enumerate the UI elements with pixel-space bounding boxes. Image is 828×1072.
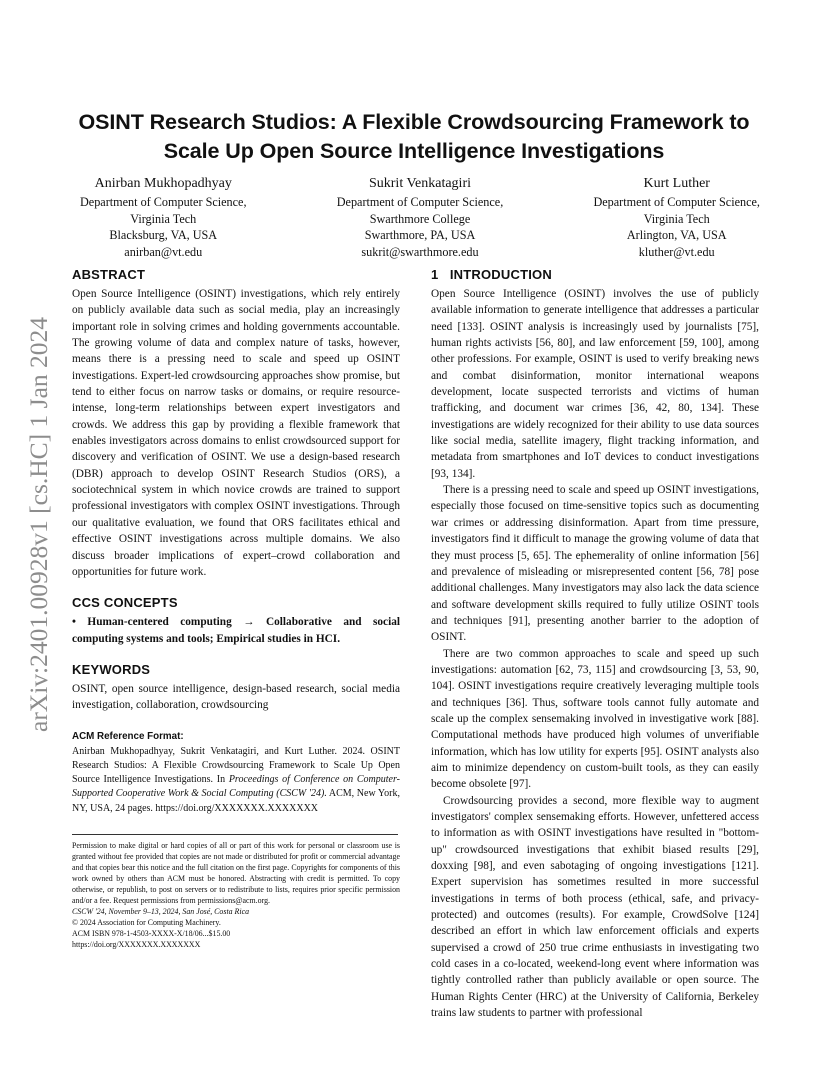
- abstract-text: Open Source Intelligence (OSINT) investigations, which rely entirely on publicly available data such as social media, play an increasingly important role in solving crimes and holding governments accountable. The growing volume of data and complex nature of tasks, however, means there is a pressing need to scale and speed up OSINT investigations. Expert-led crowdsourcing approaches show promise, but tend to either focus on narrow tasks or domains, or require resource-intense, long-term relationships between expert investigators and crowds. We address this gap by providing a flexible framework that enables investigators across domains to enlist crowdsourced support for discovery and verification of OSINT. We use a design-based research (DBR) approach to develop OSINT Research Studios (ORS), a sociotechnical system in which novice crowds are trained to support professional investigators with complex OSINT investigations. Through our qualitative evaluation, we found that ORS facilitates ethical and effective OSINT investigations across multiple domains. We also discuss broader implications of expert–crowd collaboration and opportunities for future work.: [72, 288, 400, 578]
- permission-block: [72, 840, 400, 950]
- author-email: anirban@vt.edu: [124, 244, 203, 259]
- author-3: [593, 175, 760, 260]
- ccs-text: • Human-centered computing → Collaborative and social computing systems and tools; Empirical studies in HCI.: [72, 616, 400, 645]
- intro-paragraph: There is a pressing need to scale and speed up OSINT investigations, especially those focused on time-sensitive topics such as documenting war crimes or addressing disinformation. Apart from time pressure, investigators find it difficult to manage the growing volume of data that they must process [5, 65]. The ephemerality of online information [56] and prevalence of misleading or misrepresented content [56, 78] pose additional challenges. Many investigators may also lack the data science and software development skills required to fully utilize OSINT tools and techniques [91], presenting another barrier to the adoption of OSINT.: [431, 484, 759, 644]
- conference-info: [72, 906, 400, 917]
- ccs-heading: CCS CONCEPTS: [72, 595, 178, 611]
- intro-paragraph: Crowdsourcing provides a second, more flexible way to augment investigators' complex sensemaking efforts. However, unfettered access to information as with OSINT investigations have resulted in "bottom-up" crowdsourced investigations that exhibit biased results [29], doxxing [98], and even sabotaging of ongoing investigations [121]. Expert supervision has sometimes resulted in more successful investigations in terms of both process (ethical, safe, and privacy-protected) and outcomes (results). For example, CrowdSolve [124] described an effort in which law enforcement officials and experts supervised a crowd of 250 true crime enthusiasts in investigating two cold cases in a co-located, weekend-long event where information was tightly controlled rather than publicly available or open source. The Human Rights Center (HRC) at the University of California, Berkeley trains law students to partner with professional: [431, 794, 759, 1020]
- intro-heading: 1 INTRODUCTION: [431, 267, 552, 282]
- author-dept: Department of Computer Science,: [593, 195, 760, 209]
- author-1: [80, 175, 247, 260]
- conference-name: CSCW '24, November 9–13, 2024, San José, Costa Rica: [72, 907, 250, 916]
- arxiv-stamp: [22, 296, 56, 732]
- left-column: [72, 266, 400, 816]
- paper-title: OSINT Research Studios: A Flexible Crowdsourcing Framework to Scale Up Open Source Intelligence Investigations: [78, 110, 750, 163]
- permission-text: Permission to make digital or hard copies of all or part of this work for personal or classroom use is granted without fee provided that copies are not made or distributed for profit or commercial advantage and that copies bear this notice and the full citation on the first page. Copyrights for components of this work owned by others than ACM must be honored. Abstracting with credit is permitted. To copy otherwise, or republish, to post on servers or to redistribute to lists, requires prior specific permission and/or a fee. Request permissions from permissions@acm.org.: [72, 841, 400, 905]
- doi-line: https://doi.org/XXXXXXX.XXXXXXX: [72, 940, 201, 949]
- author-2: [337, 175, 504, 260]
- author-name: Sukrit Venkatagiri: [368, 176, 471, 191]
- author-location: Swarthmore, PA, USA: [364, 228, 476, 243]
- acm-reference-authors: Anirban Mukhopadhyay, Sukrit Venkatagiri, and Kurt Luther. 2024. OSINT Research Studios: A Flexible Crowdsourcing Framework to Scale Up Open Source Intelligence Investigations. In: [72, 745, 400, 786]
- author-institution: Virginia Tech: [643, 211, 710, 226]
- intro-paragraph: There are two common approaches to scale and speed up such investigations: automation [62, 73, 115] and crowdsourcing [3, 53, 90, 104]. OSINT investigations require creatively leveraging multiple tools and techniques [36]. Thus, software tools cannot fully automate and scale up the complex sensemaking involved in investigative work [88]. Computational methods have produced high volumes of unverifiable information, which has low utility for experts [95]. OSINT analysts also aim to minimize dependency on custom-built tools, as they can easily become obsolete [97].: [431, 647, 759, 791]
- author-institution: Virginia Tech: [130, 211, 197, 226]
- author-dept: Department of Computer Science,: [336, 195, 504, 209]
- arxiv-stamp-text: arXiv:2401.00928v1 [cs.HC] 1 Jan 2024: [24, 316, 53, 732]
- author-email: kluther@vt.edu: [638, 244, 715, 259]
- author-dept: Department of Computer Science,: [80, 195, 247, 209]
- abstract-heading: ABSTRACT: [72, 267, 146, 282]
- acm-reference-venue: Proceedings of Conference on Computer-Supported Cooperative Work & Social Computing (CSCW '24).: [72, 774, 400, 800]
- acm-reference: [72, 730, 400, 816]
- author-location: Blacksburg, VA, USA: [109, 228, 218, 243]
- acm-reference-text: [72, 745, 400, 816]
- acm-reference-heading: ACM Reference Format:: [72, 730, 184, 742]
- author-name: Kurt Luther: [643, 176, 710, 191]
- intro-paragraph: Open Source Intelligence (OSINT) involves the use of publicly available information to generate intelligence that addresses a particular need [133]. OSINT analysis is increasingly used by journalists [75], human rights activists [56, 80], and law enforcement [59, 100], among other professions. For example, OSINT is used to verify breaking news and combat disinformation, monitor international weapons development, locate suspected terrorists and victims of human trafficking, and document war crimes [36, 42, 80, 134]. These investigations are widely recognized for their ability to use data sources like social media, satellite imagery, flight tracking information, and metadata from smartphones and IoT devices to conduct investigations [93, 134].: [431, 288, 759, 480]
- author-name: Anirban Mukhopadhyay: [94, 176, 232, 191]
- footnote-rule: [72, 834, 398, 835]
- right-column: [431, 266, 759, 1021]
- author-email: sukrit@swarthmore.edu: [361, 244, 479, 259]
- author-institution: Swarthmore College: [369, 211, 471, 226]
- author-block: [80, 175, 760, 260]
- copyright-line: © 2024 Association for Computing Machinery.: [72, 918, 221, 927]
- keywords-text: OSINT, open source intelligence, design-based research, social media investigation, collaboration, crowdsourcing: [72, 682, 400, 712]
- keywords-heading: KEYWORDS: [72, 661, 151, 677]
- author-location: Arlington, VA, USA: [626, 228, 727, 243]
- acm-reference-pub: ACM, New York, NY, USA, 24 pages. https://doi.org/XXXXXXX.XXXXXXX: [72, 788, 400, 814]
- isbn-line: ACM ISBN 978-1-4503-XXXX-X/18/06...$15.00: [72, 929, 231, 938]
